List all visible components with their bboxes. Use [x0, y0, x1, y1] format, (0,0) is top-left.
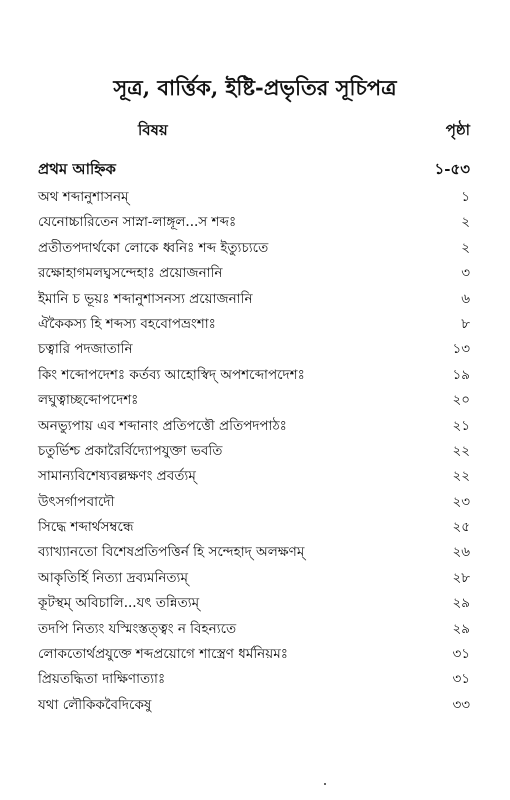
toc-entry-page: ১	[461, 189, 470, 205]
toc-entry	[38, 693, 470, 718]
toc-entry-text: আকৃতির্হি নিত্যা দ্রব্যমনিত্যম্	[38, 569, 188, 586]
toc-entry	[38, 515, 470, 540]
toc-entry	[38, 261, 470, 286]
toc-entry-page: ২	[461, 239, 470, 256]
toc-entry-page: ২৮	[452, 569, 470, 586]
toc-entry-text: কিং শব্দোপদেশঃ কর্তব্য আহোস্বিদ্ অপশব্দোপদেশঃ	[38, 366, 305, 383]
section-page-range: ১-৫৩	[434, 160, 470, 178]
toc-entry	[38, 337, 470, 362]
toc-entry	[38, 363, 470, 388]
toc-entry-page: ২৯	[452, 595, 470, 612]
toc-entry-text: রক্ষোহাগমলঘ্বসন্দেহাঃ প্রয়োজনানি	[38, 265, 223, 282]
stray-dot	[324, 783, 326, 785]
toc-entry-text: সামান্যবিশেষ্যবল্লক্ষণং প্রবর্ত্যম্	[38, 468, 196, 485]
toc-entry-text: কূটস্থম্ অবিচালি...যৎ তন্নিত্যম্	[38, 595, 200, 612]
toc-entry	[38, 312, 470, 337]
toc-entry-text: প্রতীতপদার্থকো লোকে ধ্বনিঃ শব্দ ইত্যুচ্যতে	[38, 239, 269, 256]
toc-entry-text: তদপি নিত্যং যস্মিংস্তত্ত্বং ন বিহন্যতে	[38, 620, 237, 637]
toc-entry-page: ১৯	[452, 366, 470, 383]
toc-entry-text: চত্বারি পদজাতানি	[38, 341, 133, 358]
toc-entry-text: ইমানি চ ভূয়ঃ শব্দানুশাসনস্য প্রয়োজনানি	[38, 290, 253, 307]
toc-entry-text: অথ শব্দানুশাসনম্	[38, 189, 129, 205]
toc-entry-page: ২৩	[452, 493, 470, 510]
toc-entry	[38, 185, 470, 210]
toc-entry	[38, 566, 470, 591]
toc-entry-page: ৩৩	[452, 696, 470, 713]
toc-entry-page: ২০	[452, 392, 470, 409]
column-header	[38, 119, 470, 141]
toc-entry-text: যেনোচ্চারিতেন সাস্না-লাঙ্গূল...স শব্দঃ	[38, 214, 237, 231]
toc-entry-page: ৩১	[452, 646, 470, 663]
toc-entry-page: ১৩	[452, 341, 470, 358]
toc-entry	[38, 464, 470, 489]
toc-entry-page: ৩	[461, 265, 470, 282]
toc-entry	[38, 414, 470, 439]
toc-entry-text: অনভ্যুপায় এব শব্দানাং প্রতিপত্তৌ প্রতিপদপাঠঃ	[38, 417, 287, 434]
toc-entry-page: ৩১	[452, 671, 470, 688]
toc-entry-page: ২৬	[452, 544, 470, 561]
subject-column-header: বিষয়	[138, 121, 168, 139]
toc-entry-text: প্রিয়তদ্ধিতা দাক্ষিণাত্যাঃ	[38, 671, 166, 688]
toc-entry-text: সিদ্ধে শব্দার্থসম্বন্ধে	[38, 519, 134, 536]
toc-entry-page: ২২	[452, 468, 470, 485]
toc-entry-text: উৎসর্গাপবাদৌ	[38, 493, 115, 510]
toc-entry	[38, 236, 470, 261]
page-column-header: পৃষ্ঠা	[445, 121, 470, 139]
toc-entry-page: ২৫	[452, 519, 470, 536]
toc-entry	[38, 388, 470, 413]
toc-entry	[38, 439, 470, 464]
toc-entry	[38, 210, 470, 235]
toc-entry	[38, 617, 470, 642]
toc-entry	[38, 540, 470, 565]
toc-entry-page: ২১	[452, 417, 470, 434]
toc-entry-text: ব্যাখ্যানতো বিশেষপ্রতিপত্তির্ন হি সন্দেহাদ্ অলক্ষণম্	[38, 544, 305, 561]
toc-list	[38, 185, 470, 718]
toc-entry-page: ২২	[452, 442, 470, 459]
toc-entry-text: লঘুত্বাচ্ছব্দোপদেশঃ	[38, 392, 139, 409]
page-title: সূত্র, বার্ত্তিক, ইষ্টি-প্রভৃতির সূচিপত্র	[113, 75, 397, 100]
section-heading	[38, 158, 470, 180]
toc-entry-page: ৬	[461, 290, 470, 307]
toc-entry-page: ৮	[461, 315, 470, 332]
toc-entry-text: ঐকৈকস্য হি শব্দস্য বহবোপভ্রংশাঃ	[38, 315, 216, 332]
toc-entry	[38, 591, 470, 616]
toc-entry	[38, 667, 470, 692]
section-label: প্রথম আহ্নিক	[38, 160, 116, 178]
toc-entry-text: যথা লৌকিকবৈদিকেষু	[38, 696, 152, 713]
toc-entry	[38, 287, 470, 312]
toc-entry-text: লোকতোর্থপ্রযুক্তে শব্দপ্রয়োগে শাস্ত্রেণ ধর্মনিয়মঃ	[38, 646, 288, 663]
toc-entry-page: ২	[461, 214, 470, 231]
toc-entry	[38, 642, 470, 667]
toc-entry	[38, 490, 470, 515]
toc-entry-page: ২৯	[452, 620, 470, 637]
toc-entry-text: চতুর্ভিশ্চ প্রকারৈর্বিদ্যোপযুক্তা ভবতি	[38, 442, 223, 459]
